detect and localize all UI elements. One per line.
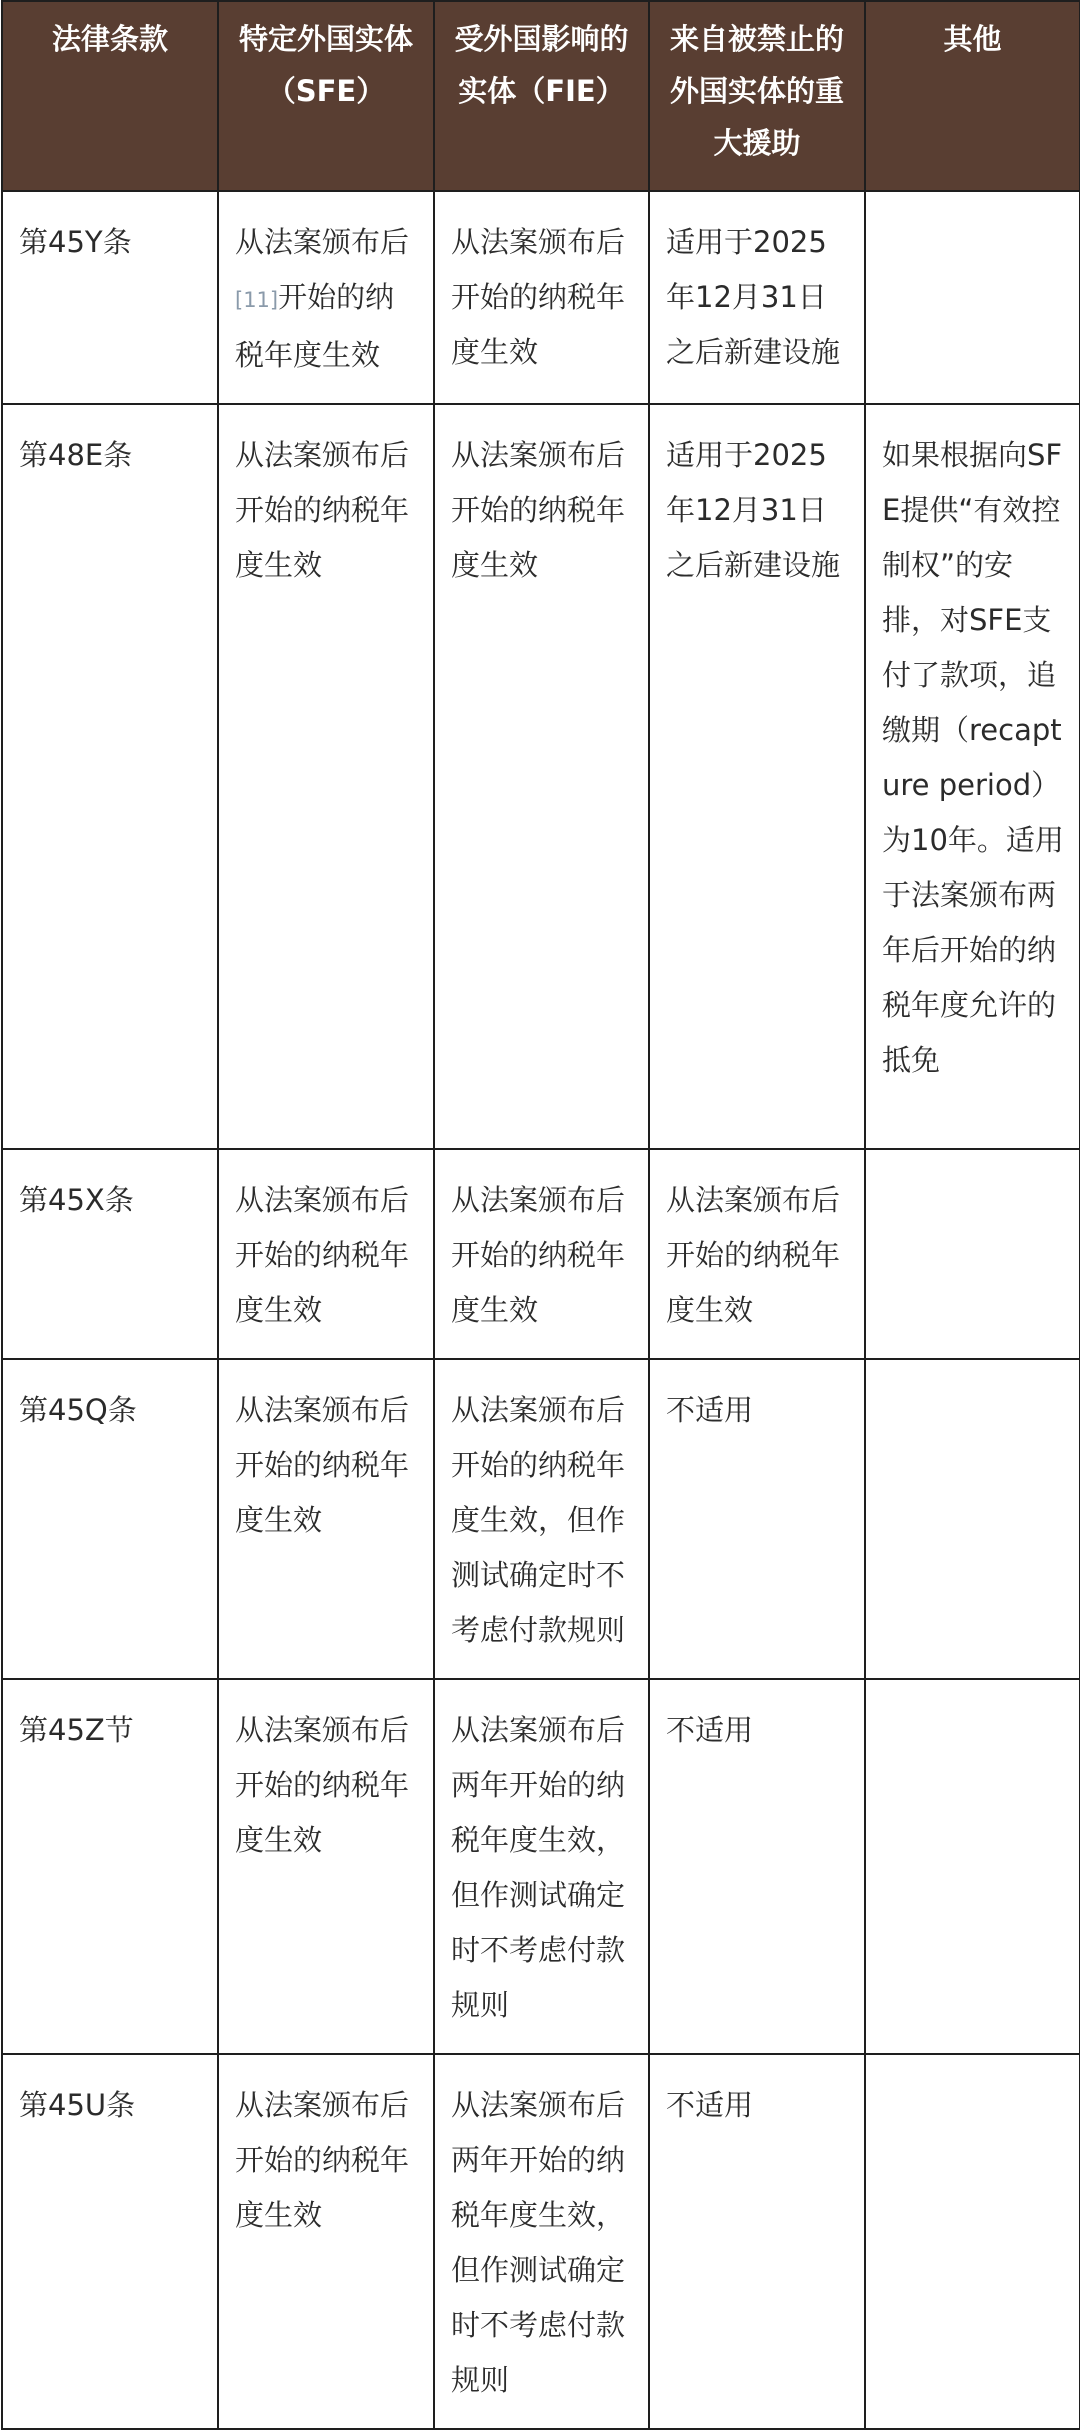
cell-material-assistance: 从法案颁布后开始的纳税年度生效 bbox=[649, 1149, 865, 1359]
header-provision: 法律条款 bbox=[2, 1, 218, 191]
table-row bbox=[2, 1679, 1080, 2054]
cell-material-assistance: 不适用 bbox=[649, 1359, 865, 1679]
table-row bbox=[2, 191, 1080, 404]
table-row bbox=[2, 404, 1080, 1149]
header-other: 其他 bbox=[865, 1, 1080, 191]
cell-fie: 从法案颁布后两年开始的纳税年度生效，但作测试确定时不考虑付款规则 bbox=[434, 1679, 649, 2054]
cell-provision: 第45X条 bbox=[2, 1149, 218, 1359]
cell-material-assistance: 适用于2025年12月31日之后新建设施 bbox=[649, 404, 865, 1149]
cell-sfe: 从法案颁布后[11]开始的纳税年度生效 bbox=[218, 191, 434, 404]
cell-provision: 第48E条 bbox=[2, 404, 218, 1149]
cell-material-assistance: 不适用 bbox=[649, 2054, 865, 2429]
cell-other bbox=[865, 191, 1080, 404]
cell-sfe: 从法案颁布后开始的纳税年度生效 bbox=[218, 404, 434, 1149]
cell-sfe: 从法案颁布后开始的纳税年度生效 bbox=[218, 2054, 434, 2429]
table-row bbox=[2, 1359, 1080, 1679]
cell-provision: 第45U条 bbox=[2, 2054, 218, 2429]
cell-sfe: 从法案颁布后开始的纳税年度生效 bbox=[218, 1149, 434, 1359]
cell-other bbox=[865, 1359, 1080, 1679]
cell-provision: 第45Y条 bbox=[2, 191, 218, 404]
cell-other bbox=[865, 2054, 1080, 2429]
header-fie: 受外国影响的实体（FIE） bbox=[434, 1, 649, 191]
cell-other: 如果根据向SFE提供“有效控制权”的安排，对SFE支付了款项，追缴期（recapture period）为10年。适用于法案颁布两年后开始的纳税年度允许的抵免 bbox=[865, 404, 1080, 1149]
cell-fie: 从法案颁布后开始的纳税年度生效 bbox=[434, 191, 649, 404]
table-row bbox=[2, 2054, 1080, 2429]
cell-provision: 第45Q条 bbox=[2, 1359, 218, 1679]
table-header-row bbox=[2, 1, 1080, 191]
footnote-reference-link[interactable]: [11] bbox=[235, 288, 279, 312]
cell-material-assistance: 适用于2025年12月31日之后新建设施 bbox=[649, 191, 865, 404]
header-material-assistance: 来自被禁止的外国实体的重大援助 bbox=[649, 1, 865, 191]
header-sfe: 特定外国实体（SFE） bbox=[218, 1, 434, 191]
cell-fie: 从法案颁布后开始的纳税年度生效 bbox=[434, 1149, 649, 1359]
cell-material-assistance: 不适用 bbox=[649, 1679, 865, 2054]
cell-fie: 从法案颁布后开始的纳税年度生效 bbox=[434, 404, 649, 1149]
cell-provision: 第45Z节 bbox=[2, 1679, 218, 2054]
tax-credit-rules-table bbox=[1, 0, 1080, 2430]
cell-sfe: 从法案颁布后开始的纳税年度生效 bbox=[218, 1359, 434, 1679]
cell-other bbox=[865, 1679, 1080, 2054]
cell-fie: 从法案颁布后两年开始的纳税年度生效，但作测试确定时不考虑付款规则 bbox=[434, 2054, 649, 2429]
table-row bbox=[2, 1149, 1080, 1359]
cell-fie: 从法案颁布后开始的纳税年度生效，但作测试确定时不考虑付款规则 bbox=[434, 1359, 649, 1679]
cell-sfe: 从法案颁布后开始的纳税年度生效 bbox=[218, 1679, 434, 2054]
cell-other bbox=[865, 1149, 1080, 1359]
